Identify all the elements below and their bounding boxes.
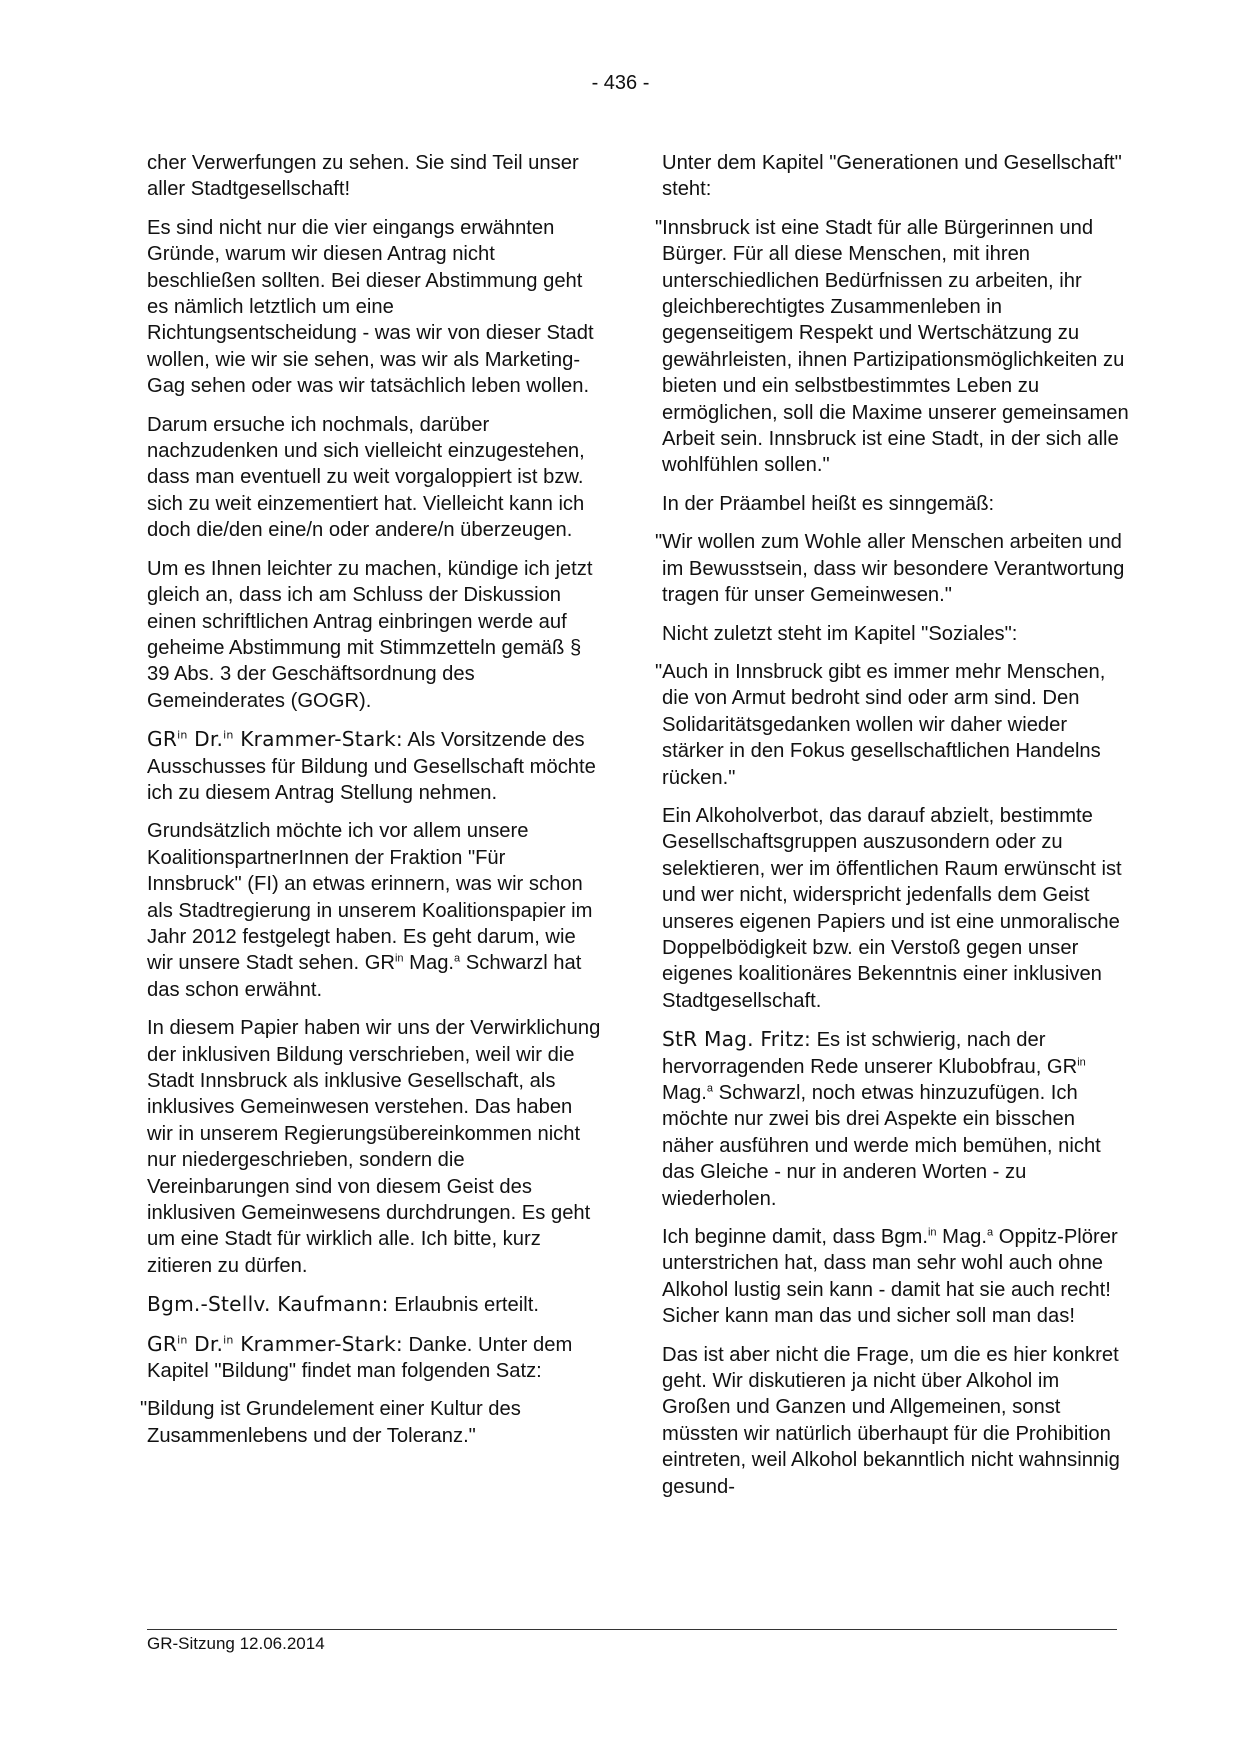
superscript: in [177, 1332, 188, 1346]
superscript: a [987, 1226, 994, 1239]
superscript: in [394, 952, 404, 965]
speaker-paragraph [147, 726, 602, 806]
speaker-name [147, 727, 403, 751]
paragraph: Das ist aber nicht die Frage, um die es hier konkret geht. Wir diskutieren ja nicht über Alkohol im Großen und Ganzen und Allgemeinen, sonst müssten wir natürlich überhaupt für die Prohibition eintreten, weil Alkohol bekanntlich nicht wahnsinnig gesund- [662, 1343, 1120, 1498]
left-column [140, 150, 602, 1461]
paragraph [147, 818, 602, 1003]
quote-paragraph: "Bildung ist Grundelement einer Kultur des Zusammenlebens und der Toleranz." [140, 1398, 521, 1447]
paragraph: Ein Alkoholverbot, das darauf abzielt, bestimmte Gesellschaftsgruppen auszusondern oder zu selektieren, wer im öffentlichen Raum erwünscht ist und wer nicht, widerspricht jedenfalls dem Geist unseres eigenen Papiers und ist eine unmoralische Doppelbödigkeit bzw. ein Verstoß gegen unser eigenes koalitionäres Bekenntnis einer inklusiven Stadtgesellschaft. [662, 804, 1122, 1012]
text-run: Grundsätzlich möchte ich vor allem unsere KoalitionspartnerInnen der Fraktion "Für Innsbruck" (FI) an etwas erinnern, was wir schon als Stadtregierung in unserem Koalitionspapier im Jahr 2012 festgelegt haben. Es geht darum, wie wir unsere Stadt sehen. GR [147, 820, 593, 975]
speaker-title: GR [147, 1331, 178, 1356]
paragraph: cher Verwerfungen zu sehen. Sie sind Teil unser aller Stadtgesellschaft! [147, 152, 579, 201]
paragraph: Nicht zuletzt steht im Kapitel "Soziales": [662, 622, 1018, 645]
text-run: Mag. [936, 1226, 988, 1249]
footer-session-date: GR-Sitzung 12.06.2014 [147, 1634, 325, 1653]
superscript: a [454, 952, 461, 965]
speaker-name [147, 1332, 403, 1356]
superscript: in [223, 1332, 234, 1346]
speaker-name: StR Mag. Fritz: [662, 1027, 811, 1052]
superscript: a [706, 1082, 714, 1095]
text-run: Mag. [403, 952, 455, 975]
footer-divider [147, 1629, 1117, 1630]
paragraph: Unter dem Kapitel "Generationen und Gesellschaft" steht: [662, 152, 1122, 201]
paragraph [662, 1224, 1132, 1330]
paragraph: Es sind nicht nur die vier eingangs erwähnten Gründe, warum wir diesen Antrag nicht beschließen sollten. Bei dieser Abstimmung geht es nämlich letztlich um eine Richtungsentscheidung - was wir von dieser Stadt wollen, wie wir sie sehen, was wir als Marketing-Gag sehen oder was wir tatsächlich leben wollen. [147, 216, 594, 398]
quote-paragraph: "Wir wollen zum Wohle aller Menschen arbeiten und im Bewusstsein, dass wir besondere Verantwortung tragen für unser Gemeinwesen." [655, 531, 1125, 607]
paragraph: In der Präambel heißt es sinngemäß: [662, 492, 995, 515]
quote-paragraph: "Auch in Innsbruck gibt es immer mehr Menschen, die von Armut bedroht sind oder arm sind. Den Solidaritätsgedanken wollen wir daher wieder stärker in den Fokus gesellschaftlichen Handelns rücken." [655, 660, 1106, 789]
superscript: in [927, 1226, 937, 1239]
speaker-surname: Krammer-Stark: [233, 727, 403, 752]
speaker-title: Dr. [187, 727, 224, 752]
speaker-title: Dr. [187, 1331, 224, 1356]
superscript: in [223, 728, 234, 742]
speech-text: Danke. Unter dem Kapitel "Bildung" findet man folgenden Satz: [147, 1333, 573, 1383]
speaker-paragraph [147, 1331, 602, 1385]
paragraph: In diesem Papier haben wir uns der Verwirklichung der inklusiven Bildung verschrieben, weil wir die Stadt Innsbruck als inklusive Gesellschaft, als inklusives Gemeinwesen verstehen. Das haben wir in unserem Regierungsübereinkommen nicht nur niedergeschrieben, sondern die Vereinbarungen sind von diesem Geist des inklusiven Gemeinwesens durchdrungen. Es geht um eine Stadt für wirklich alle. Ich bitte, kurz zitieren zu dürfen. [147, 1017, 601, 1277]
text-run: Ich beginne damit, dass Bgm. [662, 1226, 928, 1249]
superscript: in [1077, 1055, 1086, 1068]
superscript: in [177, 728, 188, 742]
speech-text: Es ist schwierig, nach der hervorragenden Rede unserer Klubobfrau, GR [662, 1029, 1078, 1078]
speaker-paragraph [147, 1291, 602, 1318]
text-run: Mag. [662, 1082, 707, 1104]
speaker-surname: Krammer-Stark: [233, 1331, 403, 1356]
paragraph: Darum ersuche ich nochmals, darüber nachzudenken und sich vielleicht einzugestehen, dass man eventuell zu weit vorgaloppiert ist bzw. sich zu weit einzementiert hat. Vielleicht kann ich doch die/den eine/n oder andere/n überzeugen. [147, 413, 585, 542]
quote-paragraph: "Innsbruck ist eine Stadt für alle Bürgerinnen und Bürger. Für all diese Menschen, mit ihren unterschiedlichen Bedürfnissen zu arbeiten, ihr gleichberechtigtes Zusammenleben in gegenseitigem Respekt und Wertschätzung zu gewährleisten, ihnen Partizipationsmöglichkeiten zu bieten und ein selbstbestimmtes Leben zu ermöglichen, soll die Maxime unserer gemeinsamen Arbeit sein. Innsbruck ist eine Stadt, in der sich alle wohlfühlen sollen." [655, 216, 1129, 477]
text-run: Schwarzl, noch etwas hinzuzufügen. Ich möchte nur zwei bis drei Aspekte ein bisschen näher ausführen und werde mich bemühen, nicht das Gleiche - nur in anderen Worten - zu wiederholen. [662, 1082, 1101, 1210]
speaker-title: GR [147, 727, 178, 752]
speech-text: Erlaubnis erteilt. [388, 1294, 539, 1317]
speech-text: Als Vorsitzende des Ausschusses für Bildung und Gesellschaft möchte ich zu diesem Antrag Stellung nehmen. [147, 729, 596, 804]
right-column [655, 150, 1132, 1512]
paragraph: Um es Ihnen leichter zu machen, kündige ich jetzt gleich an, dass ich am Schluss der Diskussion einen schriftlichen Antrag einbringen werde auf geheime Abstimmung mit Stimmzetteln gemäß § 39 Abs. 3 der Geschäftsordnung des Gemeinderates (GOGR). [147, 557, 593, 712]
speaker-name: Bgm.-Stellv. Kaufmann: [147, 1292, 389, 1317]
page-number: - 436 - [591, 72, 650, 94]
text-run: Schwarzl hat das schon erwähnt. [147, 952, 582, 1001]
text-run: Oppitz-Plörer unterstrichen hat, dass man sehr wohl auch ohne Alkohol lustig sein kann - damit hat sie auch recht! Sicher kann man das und sicher soll man das! [662, 1226, 1118, 1328]
speaker-paragraph [662, 1026, 1132, 1212]
